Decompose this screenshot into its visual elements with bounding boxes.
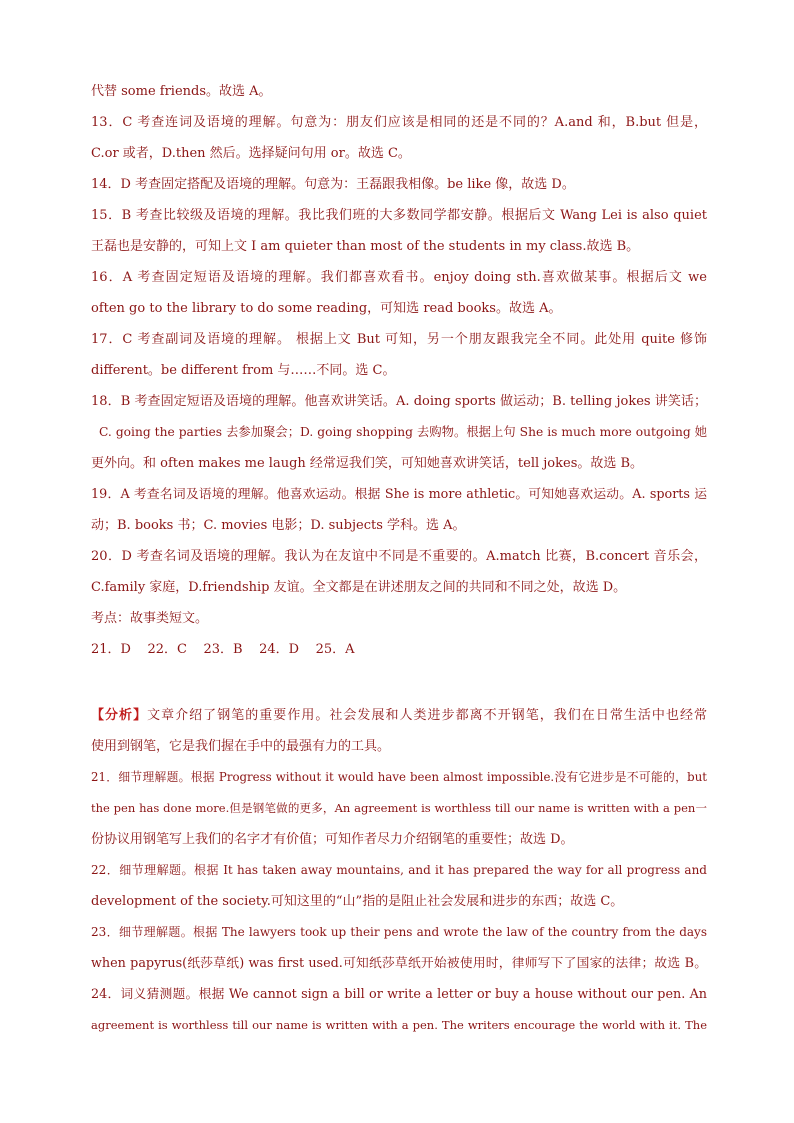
answer-explanations-part1 [91,76,707,665]
explanation-line-16a: 16．A 考查固定短语及语境的理解。我们都喜欢看书。enjoy doing sth.喜欢做某事。根据后文 we [91,270,707,285]
explanation-line-21c: 份协议用钢笔写上我们的名字才有价值；可知作者尽力介绍钢笔的重要性；故选 D。 [91,832,574,847]
kaodian-line: 考点：故事类短文。 [91,611,209,626]
explanation-line-19a: 19．A 考查名词及语境的理解。他喜欢运动。根据 She is more athletic。可知她喜欢运动。A. sports 运 [91,487,707,502]
explanation-line-24b: agreement is worthless till our name is written with a pen. The writers encourage the world with it. The [91,1018,707,1032]
explanation-line-18b: C. going the parties 去参加聚会；D. going shopping 去购物。根据上句 She is much more outgoing 她 [99,425,707,439]
explanation-line-20b: C.family 家庭，D.friendship 友谊。全文都是在讲述朋友之间的共同和不同之处，故选 D。 [91,580,627,595]
analysis-line [91,700,707,731]
answers-21-25-line: 21．D 22．C 23．B 24．D 25．A [91,642,355,657]
explanation-line-23a: 23．细节理解题。根据 The lawyers took up their pens and wrote the law of the country from the days [91,925,707,939]
explanation-line-13b: C.or 或者，D.then 然后。选择疑问句用 or。故选 C。 [91,146,411,161]
explanation-line-22b: development of the society.可知这里的“山”指的是阻止社会发展和进步的东西；故选 C。 [91,894,624,909]
explanation-line-15a: 15．B 考查比较级及语境的理解。我比我们班的大多数同学都安静。根据后文 Wang Lei is also quiet [91,208,707,223]
explanation-line-16b: often go to the library to do some reading，可知选 read books。故选 A。 [91,301,562,316]
explanation-line-15b: 王磊也是安静的，可知上文 I am quieter than most of the students in my class.故选 B。 [91,239,640,254]
analysis-tag: 【分析】 [91,708,148,723]
explanation-line-continued: 代替 some friends。故选 A。 [91,84,272,99]
explanation-line-21a: 21．细节理解题。根据 Progress without it would have been almost impossible.没有它进步是不可能的，but [91,770,707,784]
analysis-line-2: 使用到钢笔，它是我们握在手中的最强有力的工具。 [91,739,391,754]
explanation-line-22a: 22．细节理解题。根据 It has taken away mountains, and it has prepared the way for all progress and [91,863,707,877]
answer-explanations-part2 [91,700,707,1041]
analysis-text: 文章介绍了钢笔的重要作用。社会发展和人类进步都离不开钢笔，我们在日常生活中也经常 [147,708,707,723]
explanation-line-18a: 18．B 考查固定短语及语境的理解。他喜欢讲笑话。A. doing sports 做运动；B. telling jokes 讲笑话； [91,394,707,409]
explanation-line-24a: 24．词义猜测题。根据 We cannot sign a bill or write a letter or buy a house without our pen. An [91,987,707,1002]
explanation-line-17b: different。be different from 与……不同。选 C。 [91,363,396,378]
explanation-line-21b: the pen has done more.但是钢笔做的更多，An agreement is worthless till our name is written with a pen一 [91,801,707,815]
explanation-line-23b: when papyrus(纸莎草纸) was first used.可知纸莎草纸开始被使用时，律师写下了国家的法律；故选 B。 [91,956,707,971]
explanation-line-14: 14．D 考查固定搭配及语境的理解。句意为：王磊跟我相像。be like 像，故选 D。 [91,177,575,192]
explanation-line-13a: 13．C 考查连词及语境的理解。句意为：朋友们应该是相同的还是不同的？A.and 和，B.but 但是， [91,115,707,130]
explanation-line-20a: 20．D 考查名词及语境的理解。我认为在友谊中不同是不重要的。A.match 比赛，B.concert 音乐会， [91,549,707,564]
explanation-line-18c: 更外向。和 often makes me laugh 经常逗我们笑，可知她喜欢讲笑话，tell jokes。故选 B。 [91,456,644,471]
explanation-line-17a: 17．C 考查副词及语境的理解。 根据上文 But 可知，另一个朋友跟我完全不同。此处用 quite 修饰 [91,332,707,347]
explanation-line-19b: 动；B. books 书；C. movies 电影；D. subjects 学科。选 A。 [91,518,466,533]
